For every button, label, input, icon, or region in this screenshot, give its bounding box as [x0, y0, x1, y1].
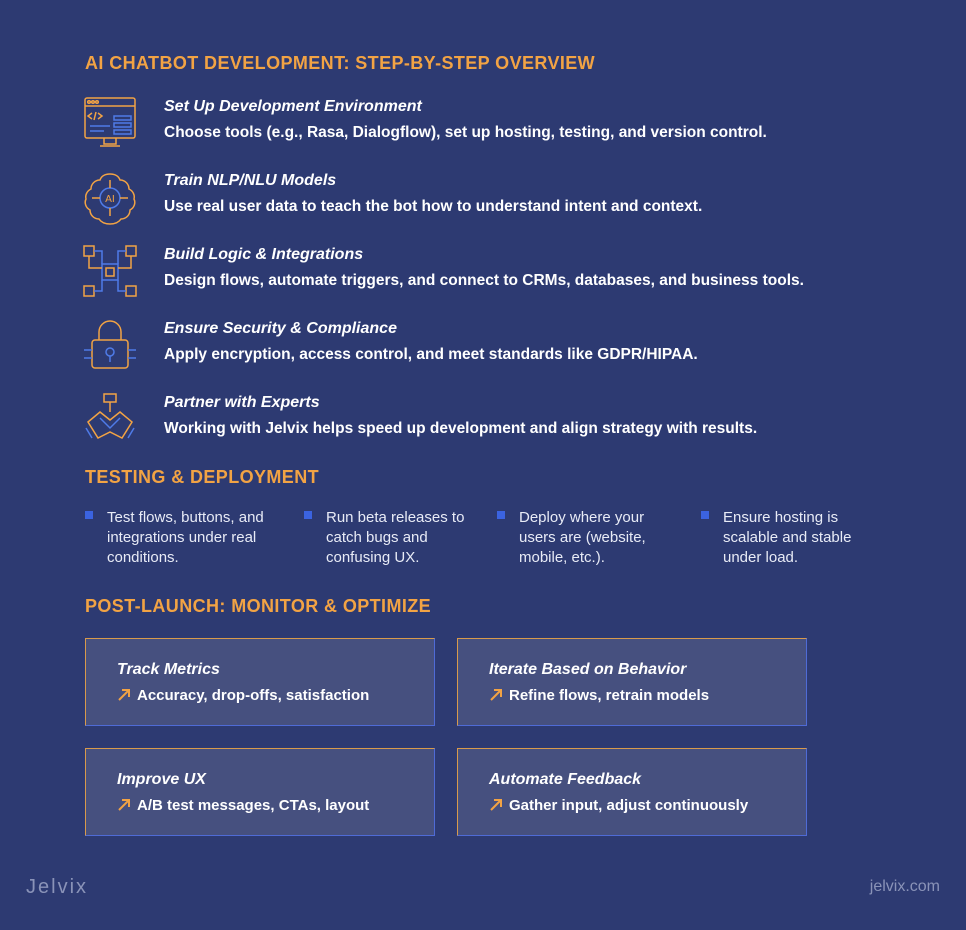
bullet-icon: [701, 511, 709, 519]
card-title: Improve UX: [117, 771, 206, 788]
card-title: Automate Feedback: [489, 771, 642, 788]
step-dev-environment: [82, 96, 902, 156]
brand-logo: Jelvix: [26, 876, 89, 898]
brand-url[interactable]: jelvix.com: [869, 878, 940, 895]
step-description: Design flows, automate triggers, and connect to CRMs, databases, and business tools.: [164, 272, 804, 289]
bullet-icon: [304, 511, 312, 519]
security-lock-icon: [82, 318, 138, 374]
step-partner-experts: [82, 392, 902, 452]
arrow-up-right-icon: [117, 798, 131, 812]
testing-item-text: Run beta releases to catch bugs and confusing UX.: [326, 509, 465, 566]
arrow-up-right-icon: [117, 688, 131, 702]
card-iterate-behavior: [457, 638, 807, 726]
step-title: Train NLP/NLU Models: [164, 172, 337, 189]
step-train-models: [82, 170, 902, 230]
step-title: Ensure Security & Compliance: [164, 320, 397, 337]
page-title: AI CHATBOT DEVELOPMENT: STEP-BY-STEP OVERVIEW: [85, 53, 596, 73]
step-title: Set Up Development Environment: [164, 98, 422, 115]
arrow-up-right-icon: [489, 798, 503, 812]
svg-text:AI: AI: [105, 194, 115, 205]
code-monitor-icon: [82, 96, 138, 152]
testing-item-text: Ensure hosting is scalable and stable under load.: [723, 509, 852, 566]
step-description: Apply encryption, access control, and meet standards like GDPR/HIPAA.: [164, 346, 698, 363]
card-description: Refine flows, retrain models: [509, 687, 710, 704]
bullet-icon: [497, 511, 505, 519]
step-description: Use real user data to teach the bot how to understand intent and context.: [164, 198, 703, 215]
testing-item-text: Deploy where your users are (website, mobile, etc.).: [519, 509, 646, 566]
card-improve-ux: [85, 748, 435, 836]
ai-brain-icon: [82, 170, 138, 226]
testing-title: TESTING & DEPLOYMENT: [85, 467, 320, 487]
postlaunch-title: POST-LAUNCH: MONITOR & OPTIMIZE: [85, 596, 432, 616]
card-automate-feedback: [457, 748, 807, 836]
card-title: Iterate Based on Behavior: [489, 661, 687, 678]
step-description: Choose tools (e.g., Rasa, Dialogflow), set up hosting, testing, and version control.: [164, 124, 767, 141]
card-description: Gather input, adjust continuously: [509, 797, 749, 814]
bullet-icon: [85, 511, 93, 519]
step-logic-integrations: [82, 244, 902, 304]
partner-hands-icon: [82, 392, 138, 448]
arrow-up-right-icon: [489, 688, 503, 702]
card-title: Track Metrics: [117, 661, 220, 678]
step-description: Working with Jelvix helps speed up development and align strategy with results.: [164, 420, 758, 437]
card-description: A/B test messages, CTAs, layout: [137, 797, 370, 814]
testing-item-text: Test flows, buttons, and integrations under real conditions.: [107, 509, 264, 566]
step-title: Partner with Experts: [164, 394, 320, 411]
step-security-compliance: [82, 318, 902, 378]
card-description: Accuracy, drop-offs, satisfaction: [137, 687, 370, 704]
circuit-integration-icon: [82, 244, 138, 300]
card-track-metrics: [85, 638, 435, 726]
step-title: Build Logic & Integrations: [164, 246, 364, 263]
